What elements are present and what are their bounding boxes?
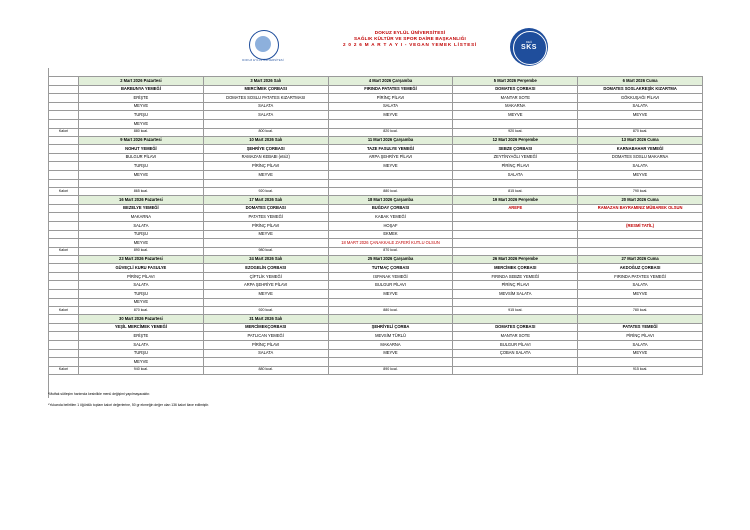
kcal-value: 920 kcal. (203, 307, 328, 315)
menu-empty-cell (328, 179, 453, 188)
menu-item-cell: ERİŞTE (79, 332, 204, 341)
kcal-value: 880 kcal. (328, 188, 453, 196)
menu-item-cell: MEYVE (79, 239, 204, 248)
menu-item-cell: PİRİNÇ PİLAVI (328, 94, 453, 103)
date-header-cell: 24 Mart 2026 Salı (203, 255, 328, 264)
date-header-cell: 4 Mart 2026 Çarşamba (328, 77, 453, 86)
menu-empty-cell (453, 298, 578, 307)
row-label-empty (49, 349, 79, 358)
menu-item-cell: (RESMİ TATİL) (578, 221, 703, 230)
kcal-value: 790 kcal. (578, 188, 703, 196)
date-header-cell (578, 315, 703, 324)
row-label-empty (49, 153, 79, 162)
menu-item-cell: AKDOĞUZ ÇORBASI (578, 264, 703, 273)
row-label-empty (49, 102, 79, 111)
menu-empty-cell (328, 170, 453, 179)
kcal-label: Kalori (49, 366, 79, 374)
kcal-value: 920 kcal. (203, 188, 328, 196)
row-label-empty (49, 281, 79, 290)
menu-item-cell: PİRİNÇ PİLAVI (453, 281, 578, 290)
menu-item-cell: DOMATES SOSLU MAKARNA (578, 153, 703, 162)
kcal-value: 870 kcal. (79, 307, 204, 315)
title-line-3: 2 0 2 6 M A R T A Y I - VEGAN YEMEK LİSTESİ (342, 42, 478, 48)
university-logo (240, 28, 286, 70)
date-header-cell: 9 Mart 2026 Pazartesi (79, 136, 204, 145)
kcal-value (453, 247, 578, 255)
document-title (290, 30, 530, 49)
menu-item-cell: MEYVE (578, 349, 703, 358)
menu-empty-cell (203, 298, 328, 307)
row-label-empty (49, 332, 79, 341)
date-header-cell: 31 Mart 2026 Salı (203, 315, 328, 324)
menu-row (49, 290, 703, 299)
menu-row (49, 358, 703, 367)
menu-item-cell: PATLICAN YEMEĞİ (203, 332, 328, 341)
kcal-value: 880 kcal. (328, 307, 453, 315)
row-label-empty (49, 145, 79, 154)
week-date-row (49, 315, 703, 324)
menu-empty-cell (453, 221, 578, 230)
menu-row (49, 230, 703, 239)
row-label-empty (49, 179, 79, 188)
menu-item-cell: SALATA (203, 349, 328, 358)
menu-item-cell: 18 MART 2026 ÇANAKKALE ZAFERİ KUTLU OLSUN (328, 239, 453, 248)
menu-row (49, 349, 703, 358)
menu-table (48, 76, 703, 375)
kcal-value: 920 kcal. (453, 128, 578, 136)
kcal-row (49, 366, 703, 374)
menu-item-cell: SALATA (578, 102, 703, 111)
menu-item-cell: MERCİMEK ÇORBASI (203, 85, 328, 94)
menu-item-cell: ARPA ŞEHRİYE PİLAVI (328, 153, 453, 162)
kcal-value: 890 kcal. (328, 366, 453, 374)
date-header-cell: 16 Mart 2026 Pazartesi (79, 196, 204, 205)
menu-item-cell: MEYVE (79, 358, 204, 367)
date-header-cell (328, 315, 453, 324)
menu-item-cell: SALATA (453, 170, 578, 179)
sks-logo (510, 28, 550, 68)
row-label-empty (49, 196, 79, 205)
menu-table-body (49, 77, 703, 375)
week-date-row (49, 196, 703, 205)
menu-row (49, 323, 703, 332)
menu-row (49, 153, 703, 162)
menu-item-cell: GÖKKUŞAĞI PİLAVI (578, 94, 703, 103)
menu-item-cell: SALATA (328, 102, 453, 111)
row-label-empty (49, 119, 79, 128)
menu-row (49, 94, 703, 103)
menu-item-cell: DOMATES ÇORBASI (453, 323, 578, 332)
row-label-empty (49, 358, 79, 367)
row-label-empty (49, 323, 79, 332)
date-header-cell: 3 Mart 2026 Salı (203, 77, 328, 86)
menu-item-cell: MEYVE (328, 111, 453, 120)
menu-item-cell: MAKARNA (328, 341, 453, 350)
menu-row (49, 204, 703, 213)
date-header-cell: 26 Mart 2026 Perşembe (453, 255, 578, 264)
menu-item-cell: SEBZE ÇORBASI (453, 145, 578, 154)
menu-row (49, 281, 703, 290)
menu-empty-cell (328, 298, 453, 307)
row-label-empty (49, 239, 79, 248)
menu-row (49, 119, 703, 128)
menu-item-cell: PİRİNÇ PİLAVI (203, 162, 328, 171)
menu-item-cell: TURŞU (79, 290, 204, 299)
week-date-row (49, 77, 703, 86)
row-label-empty (49, 213, 79, 222)
kcal-value: 880 kcal. (79, 128, 204, 136)
menu-item-cell: PİRİNÇ PİLAVI (453, 162, 578, 171)
menu-item-cell: MEYVE (578, 170, 703, 179)
date-header-cell: 25 Mart 2026 Çarşamba (328, 255, 453, 264)
menu-row (49, 239, 703, 248)
menu-item-cell: MEYVE (328, 290, 453, 299)
menu-item-cell: MEYVE (203, 170, 328, 179)
menu-item-cell: PİRİNÇ PİLAVI (578, 332, 703, 341)
menu-item-cell: MAKARNA (79, 213, 204, 222)
row-label-empty (49, 230, 79, 239)
menu-item-cell: RAMAZAN KEBABI (etsiz) (203, 153, 328, 162)
kcal-value: 815 kcal. (453, 188, 578, 196)
kcal-row (49, 188, 703, 196)
menu-item-cell: MEYVE (79, 298, 204, 307)
menu-item-cell: MEYVE (453, 111, 578, 120)
menu-item-cell: BARBUNYA YEMEĞİ (79, 85, 204, 94)
date-header-cell: 23 Mart 2026 Pazartesi (79, 255, 204, 264)
date-header-cell: 5 Mart 2026 Perşembe (453, 77, 578, 86)
menu-item-cell: FIRINDA PATATES YEMEĞİ (328, 85, 453, 94)
row-label-empty (49, 255, 79, 264)
row-label-empty (49, 136, 79, 145)
menu-empty-cell (578, 119, 703, 128)
date-header-cell: 27 Mart 2026 Cuma (578, 255, 703, 264)
menu-empty-cell (203, 239, 328, 248)
menu-empty-cell (203, 179, 328, 188)
menu-item-cell: DOMATES ÇORBASI (203, 204, 328, 213)
menu-item-cell: EKMEK (328, 230, 453, 239)
menu-empty-cell (453, 119, 578, 128)
kcal-label: Kalori (49, 128, 79, 136)
date-header-cell: 11 Mart 2026 Çarşamba (328, 136, 453, 145)
footnote-1: *Mutfak sütleşim hariırnda kesinlikle menü değişimi yapılmayacaktır. (48, 392, 151, 396)
menu-item-cell: BULGUR PİLAVI (328, 281, 453, 290)
menu-empty-cell (453, 358, 578, 367)
menu-row (49, 264, 703, 273)
row-label-empty (49, 290, 79, 299)
kcal-value: 915 kcal. (578, 366, 703, 374)
menu-item-cell: EZOGELİN ÇORBASI (203, 264, 328, 273)
kcal-value: 940 kcal. (79, 366, 204, 374)
row-label-empty (49, 221, 79, 230)
menu-row (49, 85, 703, 94)
title-line-1: DOKUZ EYLÜL ÜNİVERSİTESİ (374, 30, 446, 35)
week-date-row (49, 255, 703, 264)
date-header-cell: 20 Mart 2026 Cuma (578, 196, 703, 205)
document-header (40, 28, 712, 70)
menu-item-cell: ÇOBAN SALATA (453, 349, 578, 358)
menu-item-cell: PATATES YEMEĞİ (578, 323, 703, 332)
menu-item-cell: MEYVE (203, 290, 328, 299)
menu-item-cell: NOHUT YEMEĞİ (79, 145, 204, 154)
menu-row (49, 102, 703, 111)
menu-item-cell: KABAK YEMEĞİ (328, 213, 453, 222)
kcal-value: 800 kcal. (203, 128, 328, 136)
menu-row (49, 341, 703, 350)
menu-empty-cell (453, 179, 578, 188)
date-header-cell: 30 Mart 2026 Pazartesi (79, 315, 204, 324)
menu-item-cell: MEYVE (328, 162, 453, 171)
menu-row (49, 179, 703, 188)
menu-item-cell: TUTMAÇ ÇORBASI (328, 264, 453, 273)
kcal-value: 915 kcal. (453, 307, 578, 315)
kcal-value: 890 kcal. (79, 247, 204, 255)
menu-item-cell: MANTAR SOTE (453, 332, 578, 341)
row-label-empty (49, 341, 79, 350)
row-label-empty (49, 204, 79, 213)
menu-item-cell: SALATA (79, 341, 204, 350)
menu-item-cell: PİRİNÇ PİLAVI (203, 221, 328, 230)
row-label-empty (49, 272, 79, 281)
menu-empty-cell (578, 358, 703, 367)
sks-logo-subtext: DEÜ (525, 40, 533, 44)
menu-item-cell: ARPA ŞEHRİYE PİLAVI (203, 281, 328, 290)
menu-item-cell: YEŞİL MERCİMEK YEMEĞİ (79, 323, 204, 332)
menu-empty-cell (453, 213, 578, 222)
menu-row (49, 332, 703, 341)
logo-inner-icon (255, 36, 271, 52)
menu-item-cell: SALATA (578, 162, 703, 171)
kcal-row (49, 307, 703, 315)
kcal-value: 870 kcal. (328, 247, 453, 255)
kcal-value: 870 kcal. (578, 128, 703, 136)
university-logo-label: DOKUZ EYLÜL ÜNİVERSİTESİ (242, 59, 284, 62)
menu-empty-cell (328, 119, 453, 128)
menu-item-cell: MERCİMEK ÇORBASI (453, 264, 578, 273)
menu-item-cell: BULGUR PİLAVI (79, 153, 204, 162)
row-label-empty (49, 94, 79, 103)
menu-empty-cell (578, 213, 703, 222)
menu-item-cell: MANTAR SOTE (453, 94, 578, 103)
menu-item-cell: SALATA (203, 111, 328, 120)
menu-item-cell: SALATA (578, 341, 703, 350)
menu-item-cell: BUĞDAY ÇORBASI (328, 204, 453, 213)
menu-item-cell: PATATES YEMEĞİ (203, 213, 328, 222)
menu-item-cell: TURŞU (79, 349, 204, 358)
menu-item-cell: BEZELYE YEMEĞİ (79, 204, 204, 213)
menu-item-cell: FIRINDA PATATES YEMEĞİ (578, 272, 703, 281)
menu-item-cell: MEVSİM TÜRLÜ (328, 332, 453, 341)
menu-item-cell: RAMAZAN BAYRAMINIZ MÜBAREK OLSUN (578, 204, 703, 213)
kcal-value: 980 kcal. (203, 247, 328, 255)
menu-item-cell: SALATA (578, 281, 703, 290)
date-header-cell: 6 Mart 2026 Cuma (578, 77, 703, 86)
menu-empty-cell (578, 239, 703, 248)
date-header-cell: 10 Mart 2026 Salı (203, 136, 328, 145)
menu-item-cell: PİRİNÇ PİLAVI (79, 272, 204, 281)
menu-empty-cell (203, 358, 328, 367)
menu-item-cell: SALATA (79, 221, 204, 230)
menu-empty-cell (453, 239, 578, 248)
menu-row (49, 170, 703, 179)
menu-empty-cell (203, 119, 328, 128)
date-header-cell (453, 315, 578, 324)
kcal-value: 865 kcal. (79, 188, 204, 196)
kcal-row (49, 247, 703, 255)
kcal-label: Kalori (49, 307, 79, 315)
menu-item-cell: SALATA (203, 102, 328, 111)
date-header-cell: 12 Mart 2026 Perşembe (453, 136, 578, 145)
menu-empty-cell (453, 230, 578, 239)
date-header-cell: 13 Mart 2026 Cuma (578, 136, 703, 145)
menu-item-cell: MEYVE (79, 170, 204, 179)
date-header-cell: 18 Mart 2026 Çarşamba (328, 196, 453, 205)
menu-item-cell: TURŞU (79, 230, 204, 239)
menu-item-cell: TAZE FASULYE YEMEĞİ (328, 145, 453, 154)
menu-item-cell: DOMATES SOSLAKREŞİK KIZARTMA (578, 85, 703, 94)
menu-row (49, 298, 703, 307)
menu-item-cell: ISPANAK YEMEĞİ (328, 272, 453, 281)
menu-item-cell: MEYVE (203, 230, 328, 239)
kcal-value (453, 366, 578, 374)
menu-row (49, 221, 703, 230)
row-label-empty (49, 111, 79, 120)
menu-item-cell: AREFE (453, 204, 578, 213)
menu-row (49, 272, 703, 281)
row-label-empty (49, 298, 79, 307)
menu-row (49, 162, 703, 171)
menu-item-cell: ZEYTİNYAĞLI YEMEĞİ (453, 153, 578, 162)
kcal-label: Kalori (49, 188, 79, 196)
menu-item-cell: TURŞU (79, 162, 204, 171)
menu-item-cell: ŞEHRİYELİ ÇORBA (328, 323, 453, 332)
kcal-value: 880 kcal. (203, 366, 328, 374)
menu-item-cell: ERİŞTE (79, 94, 204, 103)
row-label-empty (49, 77, 79, 86)
kcal-value: 780 kcal. (578, 307, 703, 315)
row-label-empty (49, 264, 79, 273)
footnotes (48, 392, 708, 415)
menu-item-cell: DOMATES ÇORBASI (453, 85, 578, 94)
menu-item-cell: KARNABAHAR YEMEĞİ (578, 145, 703, 154)
menu-item-cell: GÜVEÇLİ KURU FASULYE (79, 264, 204, 273)
title-line-2: SAĞLIK KÜLTÜR VE SPOR DAİRE BAŞKANLIĞI (354, 36, 466, 42)
menu-item-cell: MEYVE (79, 119, 204, 128)
menu-item-cell: MEYVE (578, 290, 703, 299)
sks-logo-text (510, 40, 548, 51)
menu-item-cell: MEYVE (328, 349, 453, 358)
menu-empty-cell (578, 230, 703, 239)
date-header-cell: 19 Mart 2026 Perşembe (453, 196, 578, 205)
footnote-2: *Yukarıda belirtilen 1 öğünlük toplam kalori değerlerine, 50 gr ekmeğin değer olan 136 kalori ilave edilmiştir. (48, 403, 209, 408)
kcal-value (578, 247, 703, 255)
menu-item-cell: FIRINDA SEBZE YEMEĞİ (453, 272, 578, 281)
menu-item-cell: MEYVE (79, 102, 204, 111)
menu-item-cell: ŞEHRİYE ÇORBASI (203, 145, 328, 154)
menu-item-cell: PİRİNÇ PİLAVI (203, 341, 328, 350)
menu-item-cell: SALATA (79, 281, 204, 290)
date-header-cell: 2 Mart 2026 Pazartesi (79, 77, 204, 86)
sks-logo-main: SKS (521, 44, 537, 51)
menu-row (49, 145, 703, 154)
kcal-value: 820 kcal. (328, 128, 453, 136)
menu-item-cell: MERCİMEKÇORBASI (203, 323, 328, 332)
row-label-empty (49, 170, 79, 179)
menu-item-cell: BULGUR PİLAVI (453, 341, 578, 350)
menu-empty-cell (578, 298, 703, 307)
menu-item-cell: TURŞU (79, 111, 204, 120)
week-date-row (49, 136, 703, 145)
menu-row (49, 111, 703, 120)
menu-row (49, 213, 703, 222)
row-label-empty (49, 162, 79, 171)
menu-item-cell: MAKARNA (453, 102, 578, 111)
menu-item-cell: ÇİFTLİK YEMEĞİ (203, 272, 328, 281)
menu-item-cell: HOŞAF (328, 221, 453, 230)
menu-empty-cell (578, 179, 703, 188)
menu-empty-cell (328, 358, 453, 367)
menu-empty-cell (79, 179, 204, 188)
menu-item-cell: MEYVE (578, 111, 703, 120)
row-label-empty (49, 85, 79, 94)
date-header-cell: 17 Mart 2026 Salı (203, 196, 328, 205)
row-label-empty (49, 315, 79, 324)
menu-item-cell: MEVSİM SALATA (453, 290, 578, 299)
kcal-label: Kalori (49, 247, 79, 255)
menu-item-cell: DOMATES SOSLU PATATES KIZARTMASI (203, 94, 328, 103)
kcal-row (49, 128, 703, 136)
